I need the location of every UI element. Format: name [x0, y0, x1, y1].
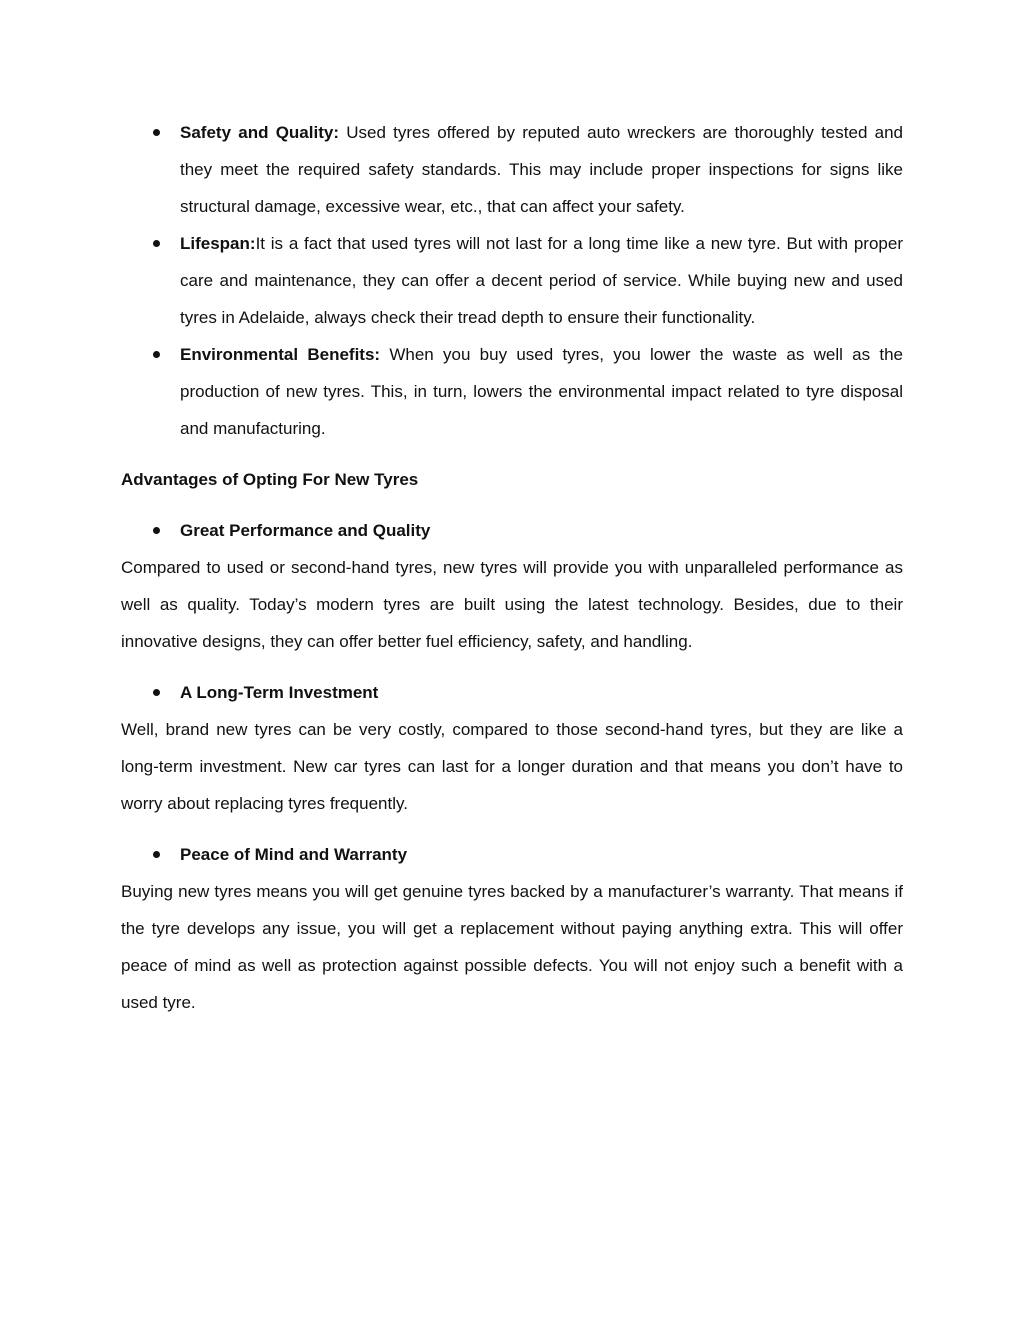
- used-tyre-benefits-list: [121, 114, 903, 447]
- item-text: It is a fact that used tyres will not last for a long time like a new tyre. But with proper care and maintenance, they can offer a decent period of service. While buying new and used tyres in Adelaide, always check their tread depth to ensure their functionality.: [180, 234, 903, 327]
- subsection-title: Great Performance and Quality: [180, 521, 431, 540]
- list-item-safety-quality: [121, 114, 903, 225]
- bullet-icon: [153, 851, 160, 858]
- paragraph-warranty: Buying new tyres means you will get genuine tyres backed by a manufacturer’s warranty. That means if the tyre develops any issue, you will get a replacement without paying anything extra. This will offer peace of mind as well as protection against possible defects. You will not enjoy such a benefit with a used tyre.: [121, 882, 903, 1012]
- subsection-list: [121, 674, 903, 711]
- item-text: Used tyres offered by reputed auto wreckers are thoroughly tested and they meet the required safety standards. This may include proper inspections for signs like structural damage, excessive wear, etc., that can affect your safety.: [180, 123, 903, 216]
- subsection-title-investment: [121, 674, 903, 711]
- subsection-title: A Long-Term Investment: [180, 683, 379, 702]
- bullet-icon: [153, 129, 160, 136]
- bullet-icon: [153, 240, 160, 247]
- item-text: When you buy used tyres, you lower the waste as well as the production of new tyres. This, in turn, lowers the environmental impact related to tyre disposal and manufacturing.: [180, 345, 903, 438]
- list-item-environmental-benefits: [121, 336, 903, 447]
- paragraph-investment: Well, brand new tyres can be very costly, compared to those second-hand tyres, but they are like a long-term investment. New car tyres can last for a longer duration and that means you don’t have to worry about replacing tyres frequently.: [121, 720, 903, 813]
- item-label: Safety and Quality:: [180, 123, 339, 142]
- paragraph-performance: Compared to used or second-hand tyres, new tyres will provide you with unparalleled performance as well as quality. Today’s modern tyres are built using the latest technology. Besides, due to their innovative designs, they can offer better fuel efficiency, safety, and handling.: [121, 558, 903, 651]
- item-label: Lifespan:: [180, 234, 256, 253]
- subsection-title-warranty: [121, 836, 903, 873]
- subsection-list: [121, 836, 903, 873]
- bullet-icon: [153, 527, 160, 534]
- subsection-title: Peace of Mind and Warranty: [180, 845, 408, 864]
- document-page: [121, 114, 903, 1035]
- bullet-icon: [153, 351, 160, 358]
- list-item-lifespan: [121, 225, 903, 336]
- section-heading: Advantages of Opting For New Tyres: [121, 470, 419, 489]
- bullet-icon: [153, 689, 160, 696]
- subsection-title-performance: [121, 512, 903, 549]
- subsection-list: [121, 512, 903, 549]
- item-label: Environmental Benefits:: [180, 345, 381, 364]
